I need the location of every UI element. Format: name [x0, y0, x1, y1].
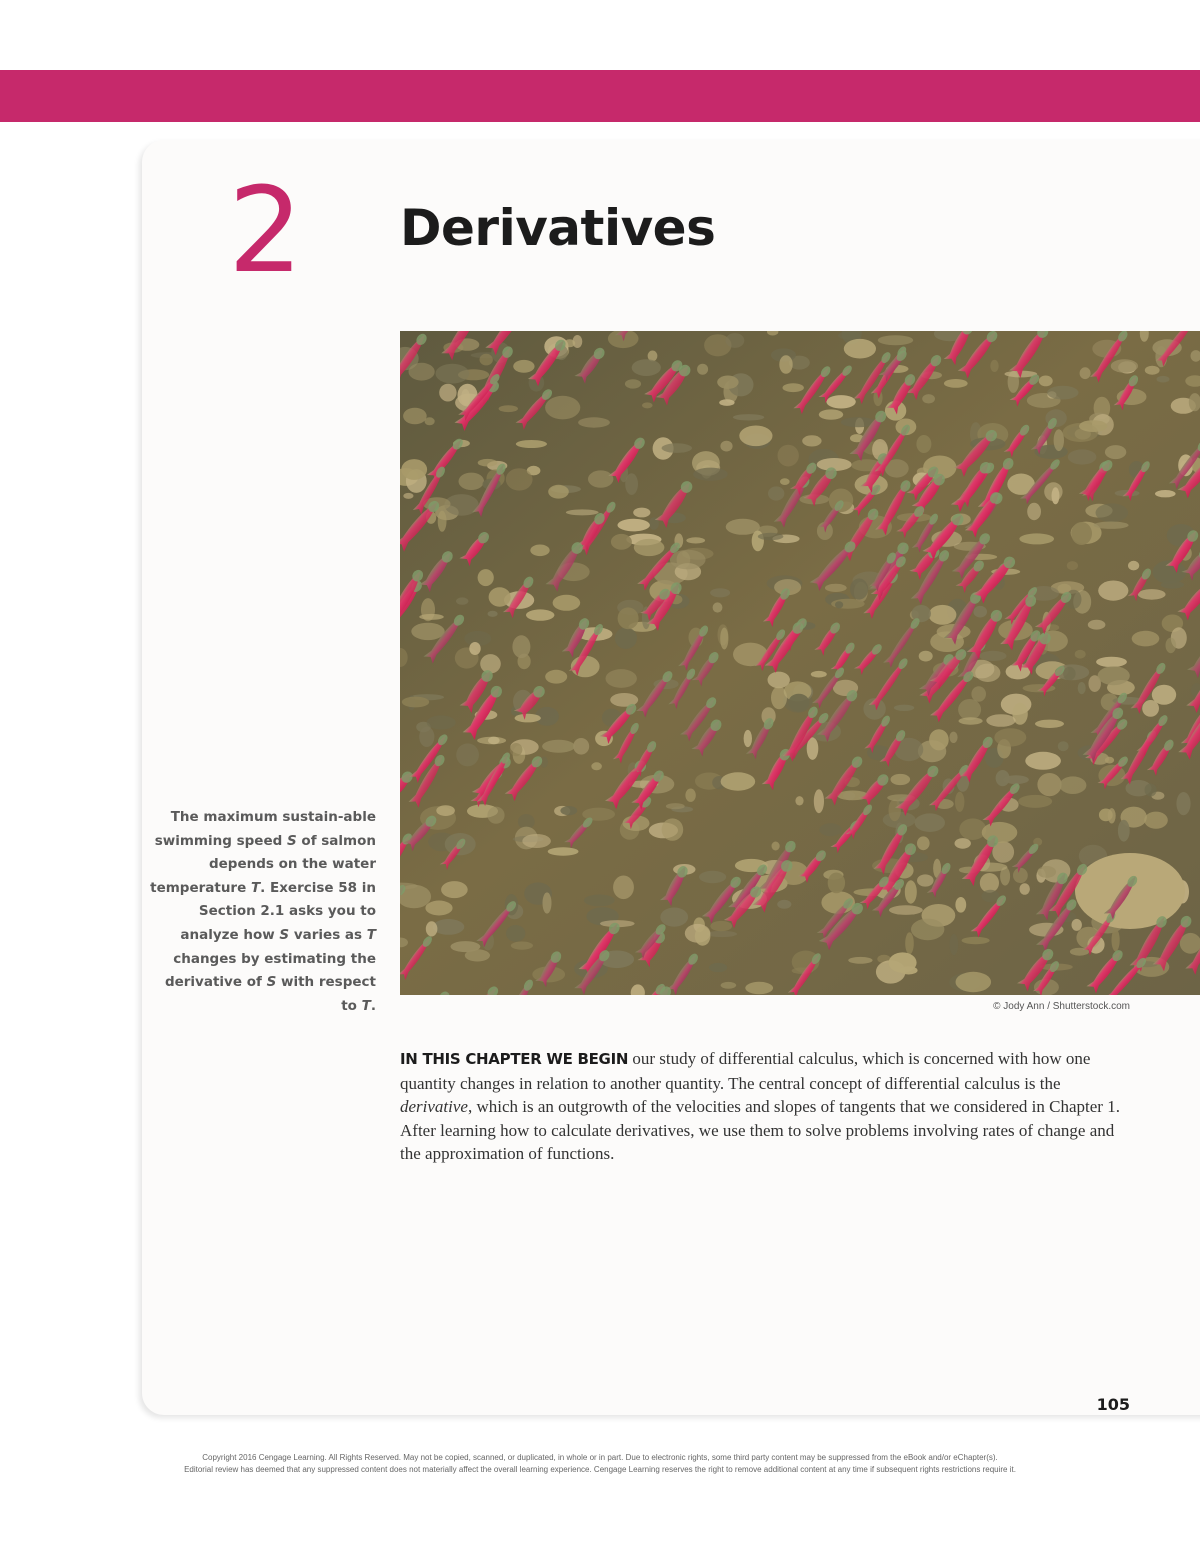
pebble — [685, 789, 695, 802]
pebble — [922, 394, 935, 403]
pebble — [889, 905, 923, 915]
pebble — [891, 774, 911, 785]
pebble — [825, 584, 847, 592]
pebble — [1145, 784, 1157, 797]
pebble — [919, 651, 933, 662]
pebble — [693, 468, 728, 481]
caption-variable: S — [266, 974, 277, 991]
caption-variable: S — [279, 926, 290, 943]
pebble — [916, 435, 931, 453]
pebble — [959, 818, 986, 840]
photo-credit: © Jody Ann / Shutterstock.com — [993, 1001, 1130, 1012]
caption-text: with respect to — [276, 974, 376, 1014]
pebble — [713, 602, 723, 612]
pebble — [542, 740, 575, 753]
pebble — [660, 908, 688, 927]
pebble — [958, 699, 981, 720]
pebble — [758, 533, 784, 540]
pebble — [499, 405, 518, 412]
pebble — [1037, 866, 1056, 878]
pebble — [1047, 386, 1078, 400]
pebble — [425, 901, 452, 916]
pebble — [986, 714, 1015, 727]
pebble — [1052, 487, 1060, 504]
pebble — [962, 937, 990, 944]
pebble — [739, 426, 772, 447]
pebble — [615, 627, 637, 649]
pebble — [1018, 795, 1052, 808]
pebble — [543, 892, 552, 913]
pebble — [591, 762, 602, 770]
pebble — [545, 396, 580, 420]
pebble — [625, 379, 641, 388]
pebble — [513, 360, 534, 373]
pebble — [409, 363, 435, 381]
pebble — [1079, 420, 1107, 432]
pebble — [618, 607, 639, 629]
pebble — [878, 335, 913, 345]
pebble — [506, 468, 533, 490]
pebble — [828, 873, 845, 894]
pebble — [1078, 682, 1086, 694]
pebble — [745, 982, 773, 994]
pebble — [1013, 868, 1028, 883]
pebble — [1035, 720, 1064, 728]
pebble — [433, 919, 465, 935]
pebble — [516, 440, 547, 448]
pebble — [548, 485, 569, 499]
pebble — [838, 332, 861, 340]
pebble — [522, 834, 551, 848]
intro-lead-in: IN THIS CHAPTER WE BEGIN — [400, 1050, 629, 1068]
pebble — [819, 409, 843, 419]
pebble — [955, 838, 971, 849]
pebble — [634, 539, 665, 556]
pebble — [911, 919, 944, 941]
pebble — [710, 921, 732, 931]
pebble — [526, 609, 554, 620]
pebble — [515, 714, 541, 723]
pebble — [982, 822, 1018, 843]
caption-variable: T — [250, 879, 261, 896]
pebble — [1072, 919, 1082, 931]
caption-variable: T — [361, 997, 371, 1014]
pebble — [720, 628, 728, 650]
pebble — [465, 949, 490, 961]
chapter-title: Derivatives — [400, 199, 716, 257]
pebble — [956, 972, 992, 992]
pebble — [1105, 445, 1126, 459]
pebble — [819, 823, 841, 836]
pebble — [439, 384, 456, 402]
copyright-line: Editorial review has deemed that any suppressed content does not materially affect the overall learning experience. Cengage Learning reserves the right to remove additional content at any time if subsequent rights restrictions require it. — [184, 1465, 1016, 1474]
pebble — [929, 605, 957, 625]
pebble — [436, 805, 455, 816]
pebble — [1111, 359, 1138, 372]
pebble — [606, 669, 637, 688]
intro-text: our study of differential calculus, which is concerned with how one quantity changes in relation to another quantity. The central concept of differential calculus is the — [400, 1049, 1091, 1093]
pebble — [1019, 533, 1054, 544]
pebble — [752, 531, 764, 552]
pebble — [717, 376, 738, 389]
caption-text: . — [370, 997, 376, 1014]
pebble — [1027, 503, 1041, 520]
pebble — [1063, 667, 1075, 681]
intro-text: , which is an outgrowth of the velocities and slopes of tangents that we considered in Chapter 1. After learning how to calculate derivatives, we use them to solve problems involving rates of change and the approximation of functions. — [400, 1097, 1120, 1164]
pebble — [788, 694, 809, 712]
pebble — [707, 931, 737, 937]
page-number: 105 — [1096, 1395, 1130, 1414]
pebble — [686, 537, 705, 543]
pebble — [979, 651, 1006, 661]
pebble — [826, 395, 855, 408]
pebble — [1071, 522, 1092, 545]
pebble — [771, 686, 787, 709]
pebble — [814, 789, 824, 813]
pebble — [777, 900, 791, 909]
pebble — [510, 743, 523, 756]
pebble — [611, 534, 632, 550]
pebble — [1039, 376, 1053, 387]
caption-variable: S — [286, 832, 297, 849]
pebble — [553, 595, 581, 611]
pebble — [488, 611, 498, 617]
pebble — [1112, 929, 1120, 951]
pebble — [719, 399, 734, 406]
pebble — [480, 654, 501, 673]
pebble — [900, 966, 918, 974]
copyright-notice — [120, 1452, 1080, 1476]
pebble — [695, 926, 711, 945]
pebble — [436, 364, 470, 384]
pebble — [427, 715, 456, 729]
pebble — [955, 792, 964, 812]
pebble — [795, 796, 803, 805]
pebble — [419, 614, 444, 620]
pebble — [456, 597, 468, 604]
pebble — [778, 445, 799, 467]
pebble — [584, 895, 615, 907]
salmon-photo-graphic — [400, 331, 1200, 995]
pebble — [959, 717, 983, 724]
pebble — [548, 847, 579, 855]
pebble — [917, 874, 934, 886]
pebble — [662, 818, 684, 840]
pebble — [670, 550, 706, 570]
pebble — [1080, 367, 1091, 379]
pebble — [955, 897, 966, 913]
pebble — [438, 511, 447, 532]
pebble — [733, 414, 764, 420]
pebble — [1068, 449, 1097, 464]
pebble — [545, 670, 567, 684]
chapter-header-band — [0, 70, 1200, 122]
pebble — [699, 871, 726, 883]
pebble — [802, 435, 821, 446]
pebble — [633, 508, 650, 518]
pebble — [1054, 429, 1064, 451]
pebble — [783, 383, 804, 392]
pebble — [1088, 620, 1106, 630]
pebble — [666, 803, 685, 809]
pebble — [811, 671, 827, 678]
intro-emphasis: derivative — [400, 1097, 468, 1117]
pebble — [403, 493, 413, 499]
caption-variable: T — [366, 926, 376, 943]
pebble — [1094, 522, 1129, 529]
pebble — [588, 470, 613, 487]
pebble — [905, 880, 917, 903]
salmon-photo — [400, 331, 1200, 995]
pebble — [1059, 776, 1086, 794]
pebble — [1128, 561, 1139, 571]
pebble — [843, 791, 855, 800]
pebble — [1176, 792, 1190, 815]
pebble — [996, 770, 1010, 786]
pebble — [944, 379, 968, 388]
caption-text: The maximum sustain-able swimming speed — [154, 809, 376, 849]
pebble — [971, 686, 986, 702]
pebble — [530, 545, 549, 557]
pebble — [441, 881, 468, 898]
pebble — [511, 942, 533, 950]
pebble — [489, 587, 511, 607]
pebble — [1096, 503, 1129, 522]
pebble — [990, 360, 998, 372]
pebble — [1105, 757, 1114, 764]
pebble — [506, 925, 525, 942]
chapter-number: 2 — [228, 161, 304, 299]
pebble — [1067, 561, 1078, 570]
pebble — [618, 519, 650, 532]
pebble — [835, 601, 843, 608]
pebble — [1118, 820, 1130, 842]
pebble — [1166, 638, 1177, 654]
pebble — [980, 873, 999, 893]
pebble — [403, 408, 427, 425]
caption-text: . Exercise 58 in Section 2.1 asks you to analyze how — [180, 879, 376, 943]
pebble — [1096, 657, 1127, 667]
pebble — [917, 836, 930, 850]
pebble — [1020, 883, 1030, 895]
pebble — [625, 473, 638, 495]
pebble — [488, 737, 500, 745]
chapter-intro-paragraph — [400, 1047, 1130, 1166]
caption-text: changes by estimating the derivative of — [164, 950, 376, 991]
pebble — [1138, 589, 1166, 600]
pebble — [419, 727, 434, 747]
pebble — [709, 963, 727, 972]
pebble — [480, 354, 493, 366]
pebble — [469, 642, 480, 655]
pebble — [982, 890, 1000, 902]
pebble — [402, 697, 429, 708]
pebble — [720, 441, 732, 452]
pebble — [721, 772, 756, 790]
copyright-line: Copyright 2016 Cengage Learning. All Rights Reserved. May not be copied, scanned, or duplicated, in whole or in part. Due to electronic rights, some third party content may be suppressed from the eBook and/or eChapter(s). — [202, 1453, 998, 1462]
pebble — [1025, 752, 1061, 770]
pebble — [1142, 700, 1159, 717]
pebble — [848, 957, 872, 964]
pebble — [411, 623, 444, 640]
pebble — [564, 339, 575, 347]
pebble — [697, 364, 708, 375]
pebble — [850, 578, 868, 599]
pebble — [744, 730, 752, 747]
pebble — [456, 743, 479, 766]
pebble — [1058, 741, 1069, 751]
pebble — [642, 402, 653, 408]
pebble — [426, 921, 438, 936]
pebble — [1145, 366, 1160, 375]
pebble — [1037, 773, 1061, 796]
pebble — [613, 876, 634, 900]
pebble — [949, 732, 957, 743]
caption-text: varies as — [289, 926, 367, 943]
pebble — [478, 459, 498, 467]
pebble — [768, 486, 784, 500]
pebble — [401, 459, 427, 480]
pebble — [478, 569, 494, 586]
pebble — [1098, 666, 1130, 685]
pebble — [710, 588, 730, 597]
caption-text: of salmon depends on the water temperature — [150, 832, 376, 896]
pebble — [566, 509, 599, 515]
pebble — [915, 813, 945, 832]
pebble — [929, 729, 949, 750]
pebble — [487, 807, 504, 824]
pebble — [721, 982, 737, 989]
pebble — [1098, 581, 1128, 601]
pebble — [894, 705, 914, 711]
pebble — [1132, 631, 1160, 647]
pebble — [950, 934, 959, 955]
pebble — [1157, 376, 1170, 383]
pebble — [779, 355, 792, 374]
pebble — [726, 333, 745, 348]
pebble — [578, 417, 610, 427]
pebble — [632, 359, 661, 376]
pebble — [780, 478, 790, 485]
pebble — [973, 606, 987, 618]
pebble — [573, 738, 589, 755]
pebble — [1144, 812, 1168, 829]
pebble — [1075, 650, 1086, 659]
pebble — [512, 635, 530, 658]
pebble — [560, 806, 577, 815]
pebble — [905, 932, 914, 954]
pebble — [1108, 808, 1116, 823]
figure-caption — [150, 806, 376, 1018]
pebble — [1155, 490, 1176, 497]
pebble — [994, 728, 1026, 746]
pebble — [844, 339, 876, 359]
pebble — [459, 473, 485, 490]
pebble — [772, 842, 780, 851]
pebble — [889, 799, 901, 821]
pebble — [662, 443, 692, 453]
